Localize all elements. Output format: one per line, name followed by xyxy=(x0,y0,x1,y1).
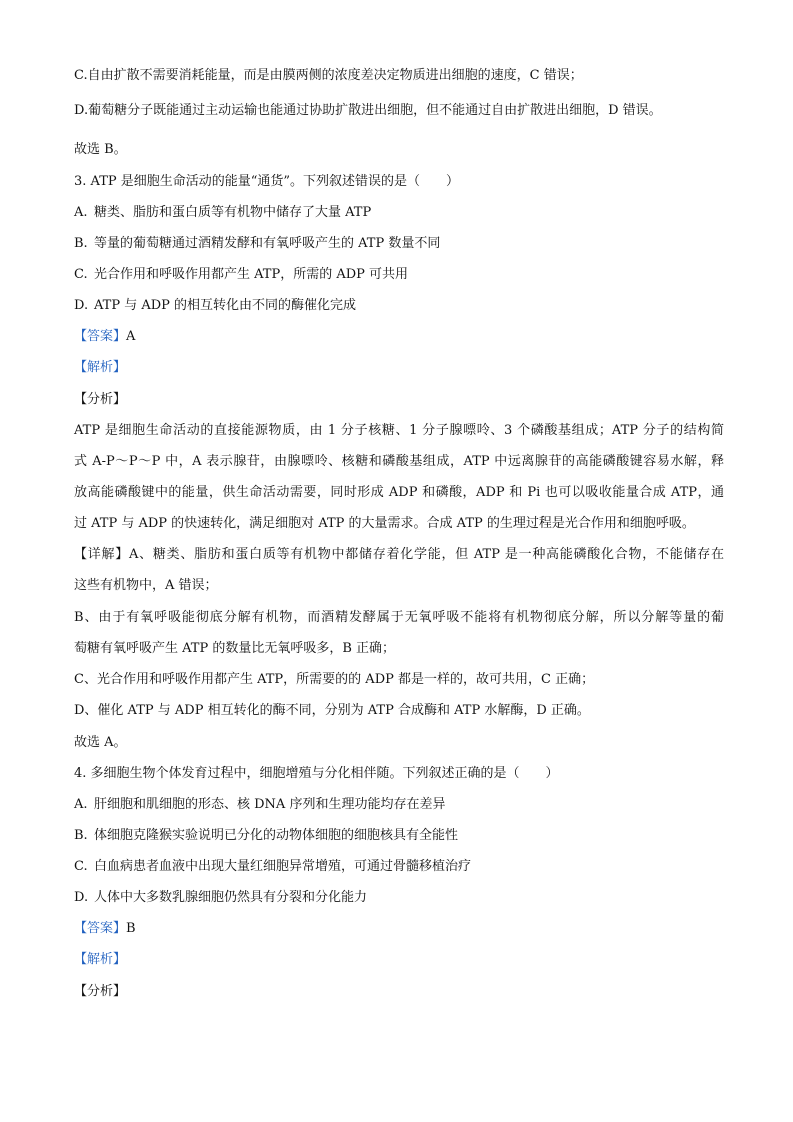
q3-detail-line-5: C、光合作用和呼吸作用都产生 ATP，所需要的的 ADP 都是一样的，故可共用，C 正确； xyxy=(74,672,595,687)
q4-option-c xyxy=(74,859,724,875)
option-c-explanation: C.自由扩散不需要消耗能量，而是由膜两侧的浓度差决定物质进出细胞的速度，C 错误； xyxy=(74,68,583,83)
option-key: D. xyxy=(74,890,89,905)
q4-answer xyxy=(74,921,724,937)
q3-analysis-line-2: 式 A-P～P～P 中，A 表示腺苷，由腺嘌呤、核糖和磷酸基组成，ATP 中远离腺苷的高能磷酸键容易水解，释 xyxy=(74,454,724,469)
answer-value: A xyxy=(126,329,136,344)
q3-jiexi-tag: 【解析】 xyxy=(74,360,127,375)
q4-option-b xyxy=(74,828,724,844)
option-text: 等量的葡萄糖通过酒精发酵和有氧呼吸产生的 ATP 数量不同 xyxy=(94,236,441,251)
question-4-stem: 4. 多细胞生物个体发育过程中，细胞增殖与分化相伴随。下列叙述正确的是（ ） xyxy=(74,766,559,781)
option-text: 人体中大多数乳腺细胞仍然具有分裂和分化能力 xyxy=(94,890,368,905)
q4-option-a xyxy=(74,797,724,813)
answer-tag: 【答案】 xyxy=(74,329,127,344)
q3-choice-line: 故选 A。 xyxy=(74,735,127,750)
option-d-explanation: D.葡萄糖分子既能通过主动运输也能通过协助扩散进出细胞，但不能通过自由扩散进出细胞，D 错误。 xyxy=(74,103,662,118)
option-key: B. xyxy=(74,236,88,251)
option-text: 白血病患者血液中出现大量红细胞异常增殖，可通过骨髓移植治疗 xyxy=(94,859,472,874)
q3-option-c xyxy=(74,267,724,283)
q3-detail-line-1 xyxy=(74,547,724,563)
q3-detail-line-3: B、由于有氧呼吸能彻底分解有机物，而酒精发酵属于无氧呼吸不能将有机物彻底分解，所以分解等量的葡 xyxy=(74,610,724,625)
option-key: C. xyxy=(74,859,88,874)
q3-analysis-line-1: ATP 是细胞生命活动的直接能源物质，由 1 分子核糖、1 分子腺嘌呤、3 个磷酸基组成；ATP 分子的结构简 xyxy=(74,423,724,438)
option-key: C. xyxy=(74,267,88,282)
option-key: B. xyxy=(74,828,88,843)
q4-option-d xyxy=(74,890,724,906)
detail-text: A、糖类、脂肪和蛋白质等有机物中都储存着化学能，但 ATP 是一种高能磷酸化合物，不能储存在 xyxy=(128,547,724,562)
q3-answer xyxy=(74,329,724,345)
option-key: D. xyxy=(74,298,89,313)
question-3-stem: 3. ATP 是细胞生命活动的能量“通货”。下列叙述错误的是（ ） xyxy=(74,174,460,189)
q3-fenxi-tag: 【分析】 xyxy=(74,392,127,407)
detail-tag: 【详解】 xyxy=(74,547,129,562)
answer-value: B xyxy=(126,921,136,936)
choice-line: 故选 B。 xyxy=(74,142,127,157)
q3-detail-line-2: 这些有机物中，A 错误； xyxy=(74,578,218,593)
q4-jiexi-tag: 【解析】 xyxy=(74,952,127,967)
q4-fenxi-tag: 【分析】 xyxy=(74,984,127,999)
option-text: 肝细胞和肌细胞的形态、核 DNA 序列和生理功能均存在差异 xyxy=(94,797,446,812)
answer-tag: 【答案】 xyxy=(74,921,127,936)
option-text: ATP 与 ADP 的相互转化由不同的酶催化完成 xyxy=(94,298,357,313)
q3-detail-line-4: 萄糖有氧呼吸产生 ATP 的数量比无氧呼吸多，B 正确； xyxy=(74,641,396,656)
option-text: 糖类、脂肪和蛋白质等有机物中储存了大量 ATP xyxy=(94,205,372,220)
q3-analysis-line-4: 过 ATP 与 ADP 的快速转化，满足细胞对 ATP 的大量需求。合成 ATP 的生理过程是光合作用和细胞呼吸。 xyxy=(74,516,695,531)
option-key: A. xyxy=(74,797,88,812)
q3-option-a xyxy=(74,205,724,221)
q3-option-b xyxy=(74,236,724,252)
q3-option-d xyxy=(74,298,724,314)
option-text: 光合作用和呼吸作用都产生 ATP，所需的 ADP 可共用 xyxy=(94,267,409,282)
option-key: A. xyxy=(74,205,88,220)
q3-detail-line-6: D、催化 ATP 与 ADP 相互转化的酶不同，分别为 ATP 合成酶和 ATP 水解酶，D 正确。 xyxy=(74,703,590,718)
option-text: 体细胞克隆猴实验说明已分化的动物体细胞的细胞核具有全能性 xyxy=(94,828,459,843)
q3-analysis-line-3: 放高能磷酸键中的能量，供生命活动需要，同时形成 ADP 和磷酸，ADP 和 Pi 也可以吸收能量合成 ATP，通 xyxy=(74,485,724,500)
